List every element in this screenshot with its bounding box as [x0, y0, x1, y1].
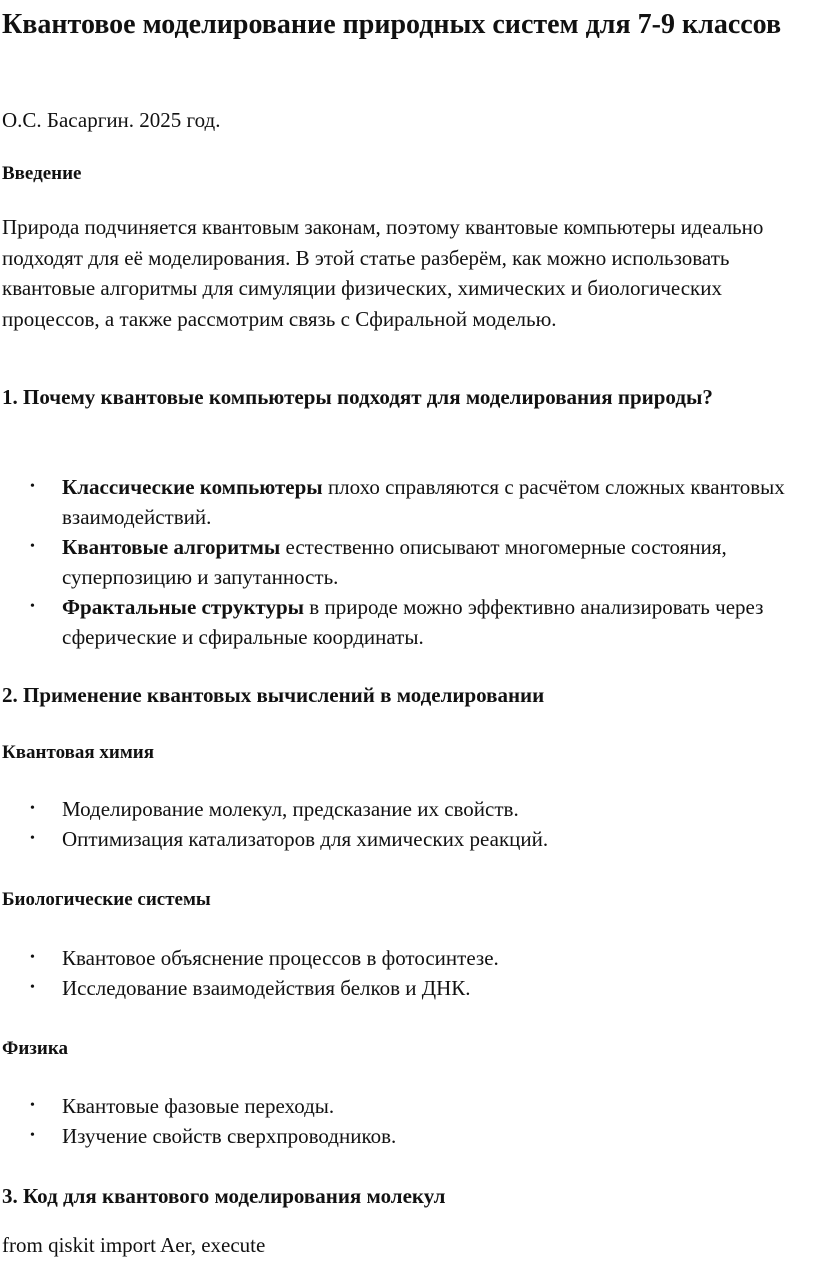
list-item: [0, 794, 808, 824]
section1-list: [0, 472, 808, 652]
intro-heading: Введение: [2, 163, 82, 184]
biology-list: [0, 943, 808, 1003]
list-item-text: Изучение свойств сверхпроводников.: [62, 1124, 397, 1148]
physics-list: [0, 1091, 808, 1151]
bullet-icon: •: [30, 1128, 35, 1143]
list-item: [0, 592, 808, 652]
bullet-icon: •: [30, 801, 35, 816]
list-item: [0, 472, 808, 532]
list-item-text: Моделирование молекул, предсказание их свойств.: [62, 797, 519, 821]
author-line: О.С. Басаргин. 2025 год.: [2, 108, 221, 132]
bullet-icon: •: [30, 950, 35, 965]
list-item-text: в природе можно эффективно анализировать через сферические и сфиральные координаты.: [62, 595, 764, 649]
list-item: [0, 532, 808, 592]
section2-heading: 2. Применение квантовых вычислений в моделировании: [2, 683, 545, 707]
bullet-icon: •: [30, 479, 35, 494]
chemistry-heading: Квантовая химия: [2, 742, 154, 763]
section1-heading: 1. Почему квантовые компьютеры подходят для моделирования природы?: [2, 385, 713, 409]
list-item-text: плохо справляются с расчётом сложных квантовых взаимодействий.: [62, 475, 785, 529]
bullet-icon: •: [30, 1098, 35, 1113]
list-item-text: Оптимизация катализаторов для химических реакций.: [62, 827, 549, 851]
list-item: [0, 1091, 808, 1121]
list-item-text: Квантовые фазовые переходы.: [62, 1094, 335, 1118]
list-item: [0, 973, 808, 1003]
list-item: [0, 943, 808, 973]
list-item-text: естественно описывают многомерные состояния, суперпозицию и запутанность.: [62, 535, 727, 589]
chemistry-list: [0, 794, 808, 854]
list-item-bold: Классические компьютеры: [62, 475, 323, 499]
list-item-bold: Фрактальные структуры: [62, 595, 305, 619]
list-item-text: Квантовое объяснение процессов в фотосинтезе.: [62, 946, 499, 970]
bullet-icon: •: [30, 980, 35, 995]
intro-paragraph: Природа подчиняется квантовым законам, поэтому квантовые компьютеры идеально подходят для её моделирования. В этой статье разберём, как можно использовать квантовые алгоритмы для симуляции физических, химических и биологических процессов, а также рассмотрим связь с Сфиральной моделью.: [2, 215, 764, 331]
list-item: [0, 1121, 808, 1151]
list-item-bold: Квантовые алгоритмы: [62, 535, 281, 559]
code-line: from qiskit import Aer, execute: [2, 1233, 266, 1257]
biology-heading: Биологические системы: [2, 889, 211, 910]
physics-heading: Физика: [2, 1038, 69, 1059]
bullet-icon: •: [30, 599, 35, 614]
section3-heading: 3. Код для квантового моделирования молекул: [2, 1184, 446, 1208]
bullet-icon: •: [30, 831, 35, 846]
list-item: [0, 824, 808, 854]
page-title: Квантовое моделирование природных систем для 7-9 классов: [2, 9, 782, 40]
bullet-icon: •: [30, 539, 35, 554]
list-item-text: Исследование взаимодействия белков и ДНК.: [62, 976, 471, 1000]
